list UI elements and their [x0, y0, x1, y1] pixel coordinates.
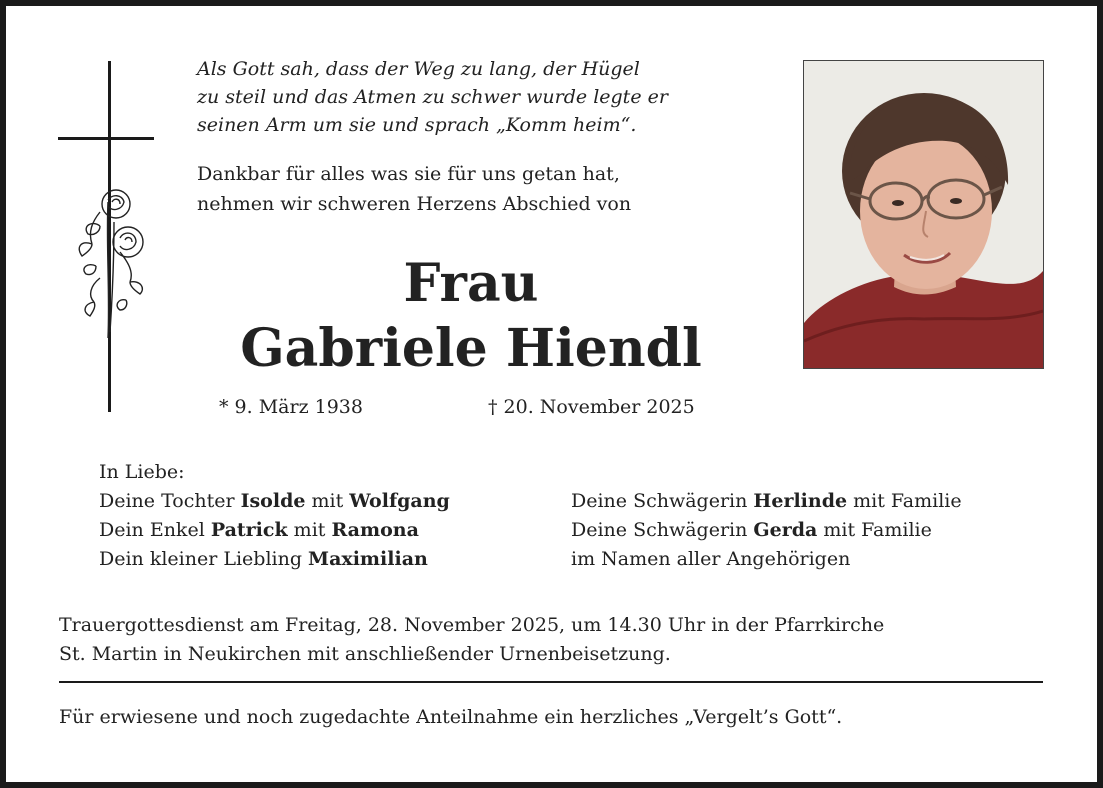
death-date: † 20. November 2025 [488, 396, 695, 418]
family-entry: Deine Schwägerin Gerda mit Familie [571, 519, 932, 541]
service-line: Trauergottesdienst am Freitag, 28. November 2025, um 14.30 Uhr in der Pfarrkirche [59, 614, 885, 636]
service-line: St. Martin in Neukirchen mit anschließender Urnenbeisetzung. [59, 643, 671, 665]
family-left-column [99, 458, 450, 574]
family-entry: Deine Tochter Isolde mit Wolfgang [99, 490, 450, 512]
divider [59, 681, 1043, 683]
service-info [59, 611, 1049, 669]
poem-line: seinen Arm um sie und sprach „Komm heim“. [197, 114, 637, 136]
salutation: Frau [403, 253, 539, 314]
deceased-name: Gabriele Hiendl [240, 318, 702, 379]
birth-date: * 9. März 1938 [219, 396, 363, 418]
roses-icon [70, 182, 152, 340]
intro-text [197, 159, 787, 219]
cross-icon-horizontal [58, 137, 154, 140]
family-right-column [571, 487, 962, 574]
portrait-illustration [804, 61, 1043, 368]
intro-line: Dankbar für alles was sie für uns getan hat, [197, 163, 620, 185]
thanks-text: Für erwiesene und noch zugedachte Anteilnahme ein herzliches „Vergelt’s Gott“. [59, 706, 843, 728]
family-entry: im Namen aller Angehörigen [571, 548, 851, 570]
family-heading: In Liebe: [99, 461, 185, 483]
portrait-photo [803, 60, 1044, 369]
family-entry: Dein Enkel Patrick mit Ramona [99, 519, 419, 541]
poem-line: Als Gott sah, dass der Weg zu lang, der Hügel [197, 58, 640, 80]
intro-line: nehmen wir schweren Herzens Abschied von [197, 193, 632, 215]
poem-text [197, 55, 787, 139]
family-entry: Deine Schwägerin Herlinde mit Familie [571, 490, 962, 512]
family-entry: Dein kleiner Liebling Maximilian [99, 548, 428, 570]
poem-line: zu steil und das Atmen zu schwer wurde legte er [197, 86, 668, 108]
